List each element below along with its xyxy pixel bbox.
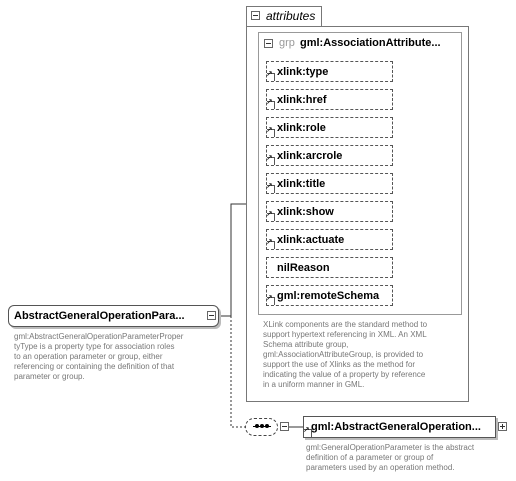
collapse-root-icon[interactable] xyxy=(207,311,216,320)
doc-line: parameters used by an operation method. xyxy=(306,463,455,472)
child-element-label: gml:AbstractGeneralOperation... xyxy=(311,421,481,433)
attribute-item[interactable] xyxy=(266,229,393,250)
doc-line: tyType is a property type for association roles xyxy=(14,342,175,351)
doc-line: parameter or group. xyxy=(14,372,85,381)
reference-arrow-icon xyxy=(267,129,275,137)
doc-line: in a uniform manner in GML. xyxy=(263,380,365,389)
reference-arrow-icon xyxy=(267,73,275,81)
attributes-doc xyxy=(263,320,427,390)
attributes-tab-label: attributes xyxy=(266,9,316,23)
expand-child-icon[interactable] xyxy=(498,422,507,431)
reference-arrow-icon xyxy=(267,157,275,165)
root-doc xyxy=(14,332,183,382)
doc-line: to an operation parameter or group, either xyxy=(14,352,163,361)
child-doc xyxy=(306,443,474,473)
doc-line: support the use of Xlinks as the method for xyxy=(263,360,416,369)
reference-arrow-icon xyxy=(267,241,275,249)
attribute-item[interactable] xyxy=(266,201,393,222)
attribute-label: nilReason xyxy=(277,262,330,274)
attribute-label: xlink:title xyxy=(277,178,326,190)
doc-line: definition of a parameter or group of xyxy=(306,453,434,462)
collapse-sequence-icon[interactable] xyxy=(280,422,289,431)
collapse-attributes-icon[interactable] xyxy=(251,11,260,20)
doc-line: gml:GeneralOperationParameter is the abstract xyxy=(306,443,475,452)
attribute-item[interactable] xyxy=(266,285,393,306)
root-type-label: AbstractGeneralOperationPara... xyxy=(14,310,185,322)
attribute-item[interactable] xyxy=(266,173,393,194)
reference-arrow-icon xyxy=(267,297,275,305)
doc-line: Schema attribute group, xyxy=(263,340,349,349)
attribute-item[interactable] xyxy=(266,145,393,166)
group-prefix: grp xyxy=(279,37,295,49)
root-to-sequence-line xyxy=(231,316,245,427)
attribute-label: xlink:href xyxy=(277,94,327,106)
root-to-attributes-line xyxy=(219,204,246,316)
attribute-item[interactable] xyxy=(266,61,393,82)
sequence-dot-icon xyxy=(260,424,264,428)
doc-line: support hypertext referencing in XML. An XML xyxy=(263,330,427,339)
attribute-item[interactable] xyxy=(266,117,393,138)
group-name: gml:AssociationAttribute... xyxy=(300,37,441,49)
sequence-dot-icon xyxy=(265,424,269,428)
doc-line: indicating the value of a property by reference xyxy=(263,370,426,379)
attribute-label: xlink:role xyxy=(277,122,326,134)
doc-line: referencing or containing the definition of that xyxy=(14,362,175,371)
doc-line: XLink components are the standard method to xyxy=(263,320,428,329)
attribute-label: gml:remoteSchema xyxy=(277,290,380,302)
reference-arrow-icon xyxy=(267,101,275,109)
attribute-label: xlink:arcrole xyxy=(277,150,343,162)
attribute-item[interactable] xyxy=(266,89,393,110)
attribute-label: xlink:show xyxy=(277,206,334,218)
sequence-dot-icon xyxy=(255,424,259,428)
reference-arrow-icon xyxy=(267,213,275,221)
collapse-group-icon[interactable] xyxy=(264,39,273,48)
reference-arrow-icon xyxy=(267,185,275,193)
doc-line: gml:AbstractGeneralOperationParameterProper xyxy=(14,332,184,341)
attribute-label: xlink:actuate xyxy=(277,234,345,246)
attribute-label: xlink:type xyxy=(277,66,329,78)
doc-line: gml:AssociationAttributeGroup, is provided to xyxy=(263,350,424,359)
attribute-item[interactable] xyxy=(266,257,393,278)
